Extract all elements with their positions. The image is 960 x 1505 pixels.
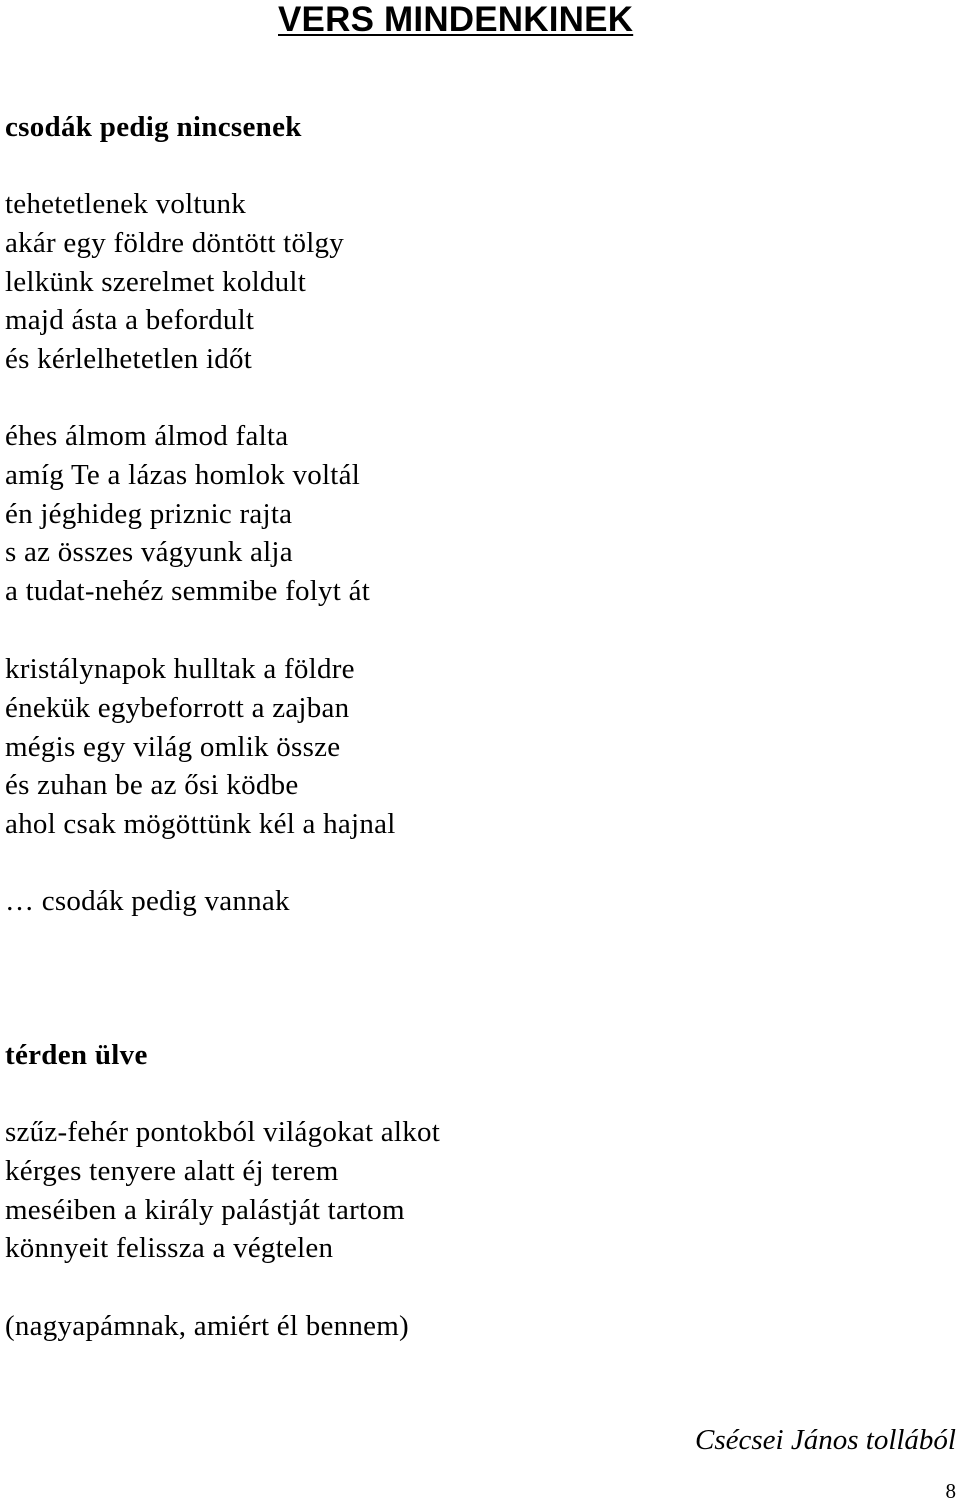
stanza [5, 417, 370, 611]
poem-line: én jéghideg priznic rajta [5, 497, 293, 530]
author-signature: Csécsei János tollából [695, 1424, 956, 1456]
poem-line: kérges tenyere alatt éj terem [5, 1154, 339, 1187]
poem-line: … csodák pedig vannak [5, 885, 290, 917]
poem-line: mégis egy világ omlik össze [5, 730, 341, 763]
poem-line: és zuhan be az ősi ködbe [5, 769, 299, 802]
poem-line: s az összes vágyunk alja [5, 536, 293, 569]
poem-line: amíg Te a lázas homlok voltál [5, 458, 361, 491]
poem-dedication: (nagyapámnak, amiért él bennem) [5, 1310, 409, 1342]
poem-line: tehetetlenek voltunk [5, 188, 246, 220]
poem-title: csodák pedig nincsenek [5, 111, 302, 143]
poem-line: énekük egybeforrott a zajban [5, 691, 350, 724]
poem-line: kristálynapok hulltak a földre [5, 653, 355, 685]
poem-line: majd ásta a befordult [5, 304, 255, 337]
stanza [5, 650, 396, 844]
poem-line: a tudat-nehéz semmibe folyt át [5, 575, 371, 608]
poem-title: térden ülve [5, 1039, 148, 1071]
stanza [5, 1307, 409, 1346]
poem-line: éhes álmom álmod falta [5, 420, 289, 452]
stanza [5, 185, 344, 379]
poem-line: könnyeit felissza a végtelen [5, 1232, 334, 1265]
poem-line: lelkünk szerelmet koldult [5, 265, 307, 298]
page-title: VERS MINDENKINEK [278, 0, 634, 39]
poem-line: és kérlelhetetlen időt [5, 343, 253, 376]
page-number: 8 [945, 1479, 956, 1503]
poem-line: akár egy földre döntött tölgy [5, 226, 345, 259]
stanza [5, 1113, 440, 1268]
stanza [5, 882, 290, 921]
poem-line: ahol csak mögöttünk kél a hajnal [5, 808, 396, 841]
poem-line: meséiben a király palástját tartom [5, 1193, 405, 1226]
poem-line: szűz-fehér pontokból világokat alkot [5, 1116, 441, 1148]
